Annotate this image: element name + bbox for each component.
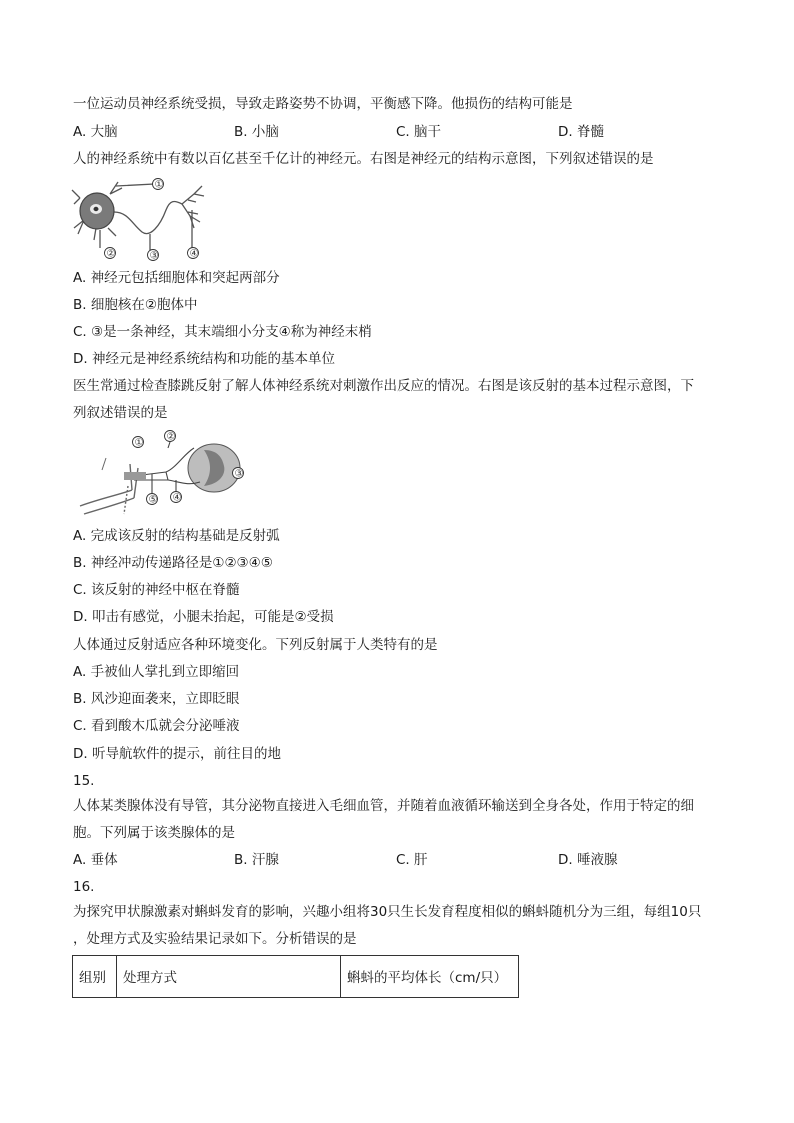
knee-reflex-diagram bbox=[72, 428, 247, 520]
q3-option-c: C. 该反射的神经中枢在脊髓 bbox=[73, 582, 240, 598]
neuron-label-1: ① bbox=[154, 179, 164, 191]
reflex-label-1: ① bbox=[134, 437, 144, 449]
experiment-table bbox=[72, 955, 519, 998]
neuron-label-3: ③ bbox=[149, 250, 159, 262]
q4-option-c: C. 看到酸木瓜就会分泌唾液 bbox=[73, 718, 240, 734]
q1-option-c: C. 脑干 bbox=[396, 124, 442, 140]
q16-stem-line2: ，处理方式及实验结果记录如下。分析错误的是 bbox=[73, 931, 357, 947]
q1-option-d: D. 脊髓 bbox=[558, 124, 604, 140]
q3-stem-line1: 医生常通过检查膝跳反射了解人体神经系统对刺激作出反应的情况。右图是该反射的基本过程示意图，下 bbox=[73, 378, 694, 394]
q3-option-b: B. 神经冲动传递路径是①②③④⑤ bbox=[73, 555, 273, 571]
neuron-diagram bbox=[70, 176, 220, 262]
q15-option-d: D. 唾液腺 bbox=[558, 852, 618, 868]
q15-option-c: C. 肝 bbox=[396, 852, 428, 868]
q1-option-b: B. 小脑 bbox=[234, 124, 279, 140]
q2-option-c: C. ③是一条神经，其末端细小分支④称为神经末梢 bbox=[73, 324, 372, 340]
q15-stem-line1: 人体某类腺体没有导管，其分泌物直接进入毛细血管，并随着血液循环输送到全身各处，作用于特定的细 bbox=[73, 798, 694, 814]
q3-option-d: D. 叩击有感觉，小腿未抬起，可能是②受损 bbox=[73, 609, 334, 625]
q3-option-a: A. 完成该反射的结构基础是反射弧 bbox=[73, 528, 280, 544]
header-avg-length: 蝌蚪的平均体长（cm/只） bbox=[341, 956, 519, 998]
q2-option-b: B. 细胞核在②胞体中 bbox=[73, 297, 198, 313]
header-group: 组别 bbox=[73, 956, 117, 998]
q1-stem: 一位运动员神经系统受损，导致走路姿势不协调，平衡感下降。他损伤的结构可能是 bbox=[73, 96, 573, 112]
header-treatment: 处理方式 bbox=[117, 956, 341, 998]
neuron-label-2: ② bbox=[106, 248, 116, 260]
q4-option-b: B. 风沙迎面袭来，立即眨眼 bbox=[73, 691, 240, 707]
q15-stem-line2: 胞。下列属于该类腺体的是 bbox=[73, 825, 235, 841]
q4-option-d: D. 听导航软件的提示，前往目的地 bbox=[73, 746, 281, 762]
reflex-label-3: ③ bbox=[234, 468, 244, 480]
table-header-row bbox=[73, 956, 519, 998]
reflex-label-4: ④ bbox=[172, 492, 182, 504]
q15-option-a: A. 垂体 bbox=[73, 852, 118, 868]
reflex-label-2: ② bbox=[166, 431, 176, 443]
q2-option-d: D. 神经元是神经系统结构和功能的基本单位 bbox=[73, 351, 335, 367]
q3-stem-line2: 列叙述错误的是 bbox=[73, 405, 168, 421]
q2-option-a: A. 神经元包括细胞体和突起两部分 bbox=[73, 270, 280, 286]
q15-number: 15. bbox=[73, 773, 95, 789]
q1-option-a: A. 大脑 bbox=[73, 124, 118, 140]
neuron-label-4: ④ bbox=[189, 248, 199, 260]
q16-number: 16. bbox=[73, 879, 95, 895]
q4-stem: 人体通过反射适应各种环境变化。下列反射属于人类特有的是 bbox=[73, 637, 438, 653]
q2-stem: 人的神经系统中有数以百亿甚至千亿计的神经元。右图是神经元的结构示意图，下列叙述错误的是 bbox=[73, 151, 654, 167]
reflex-label-5: ⑤ bbox=[148, 494, 158, 506]
q16-stem-line1: 为探究甲状腺激素对蝌蚪发育的影响，兴趣小组将30只生长发育程度相似的蝌蚪随机分为三组，每组10只 bbox=[73, 904, 702, 920]
q4-option-a: A. 手被仙人掌扎到立即缩回 bbox=[73, 664, 240, 680]
q15-option-b: B. 汗腺 bbox=[234, 852, 279, 868]
